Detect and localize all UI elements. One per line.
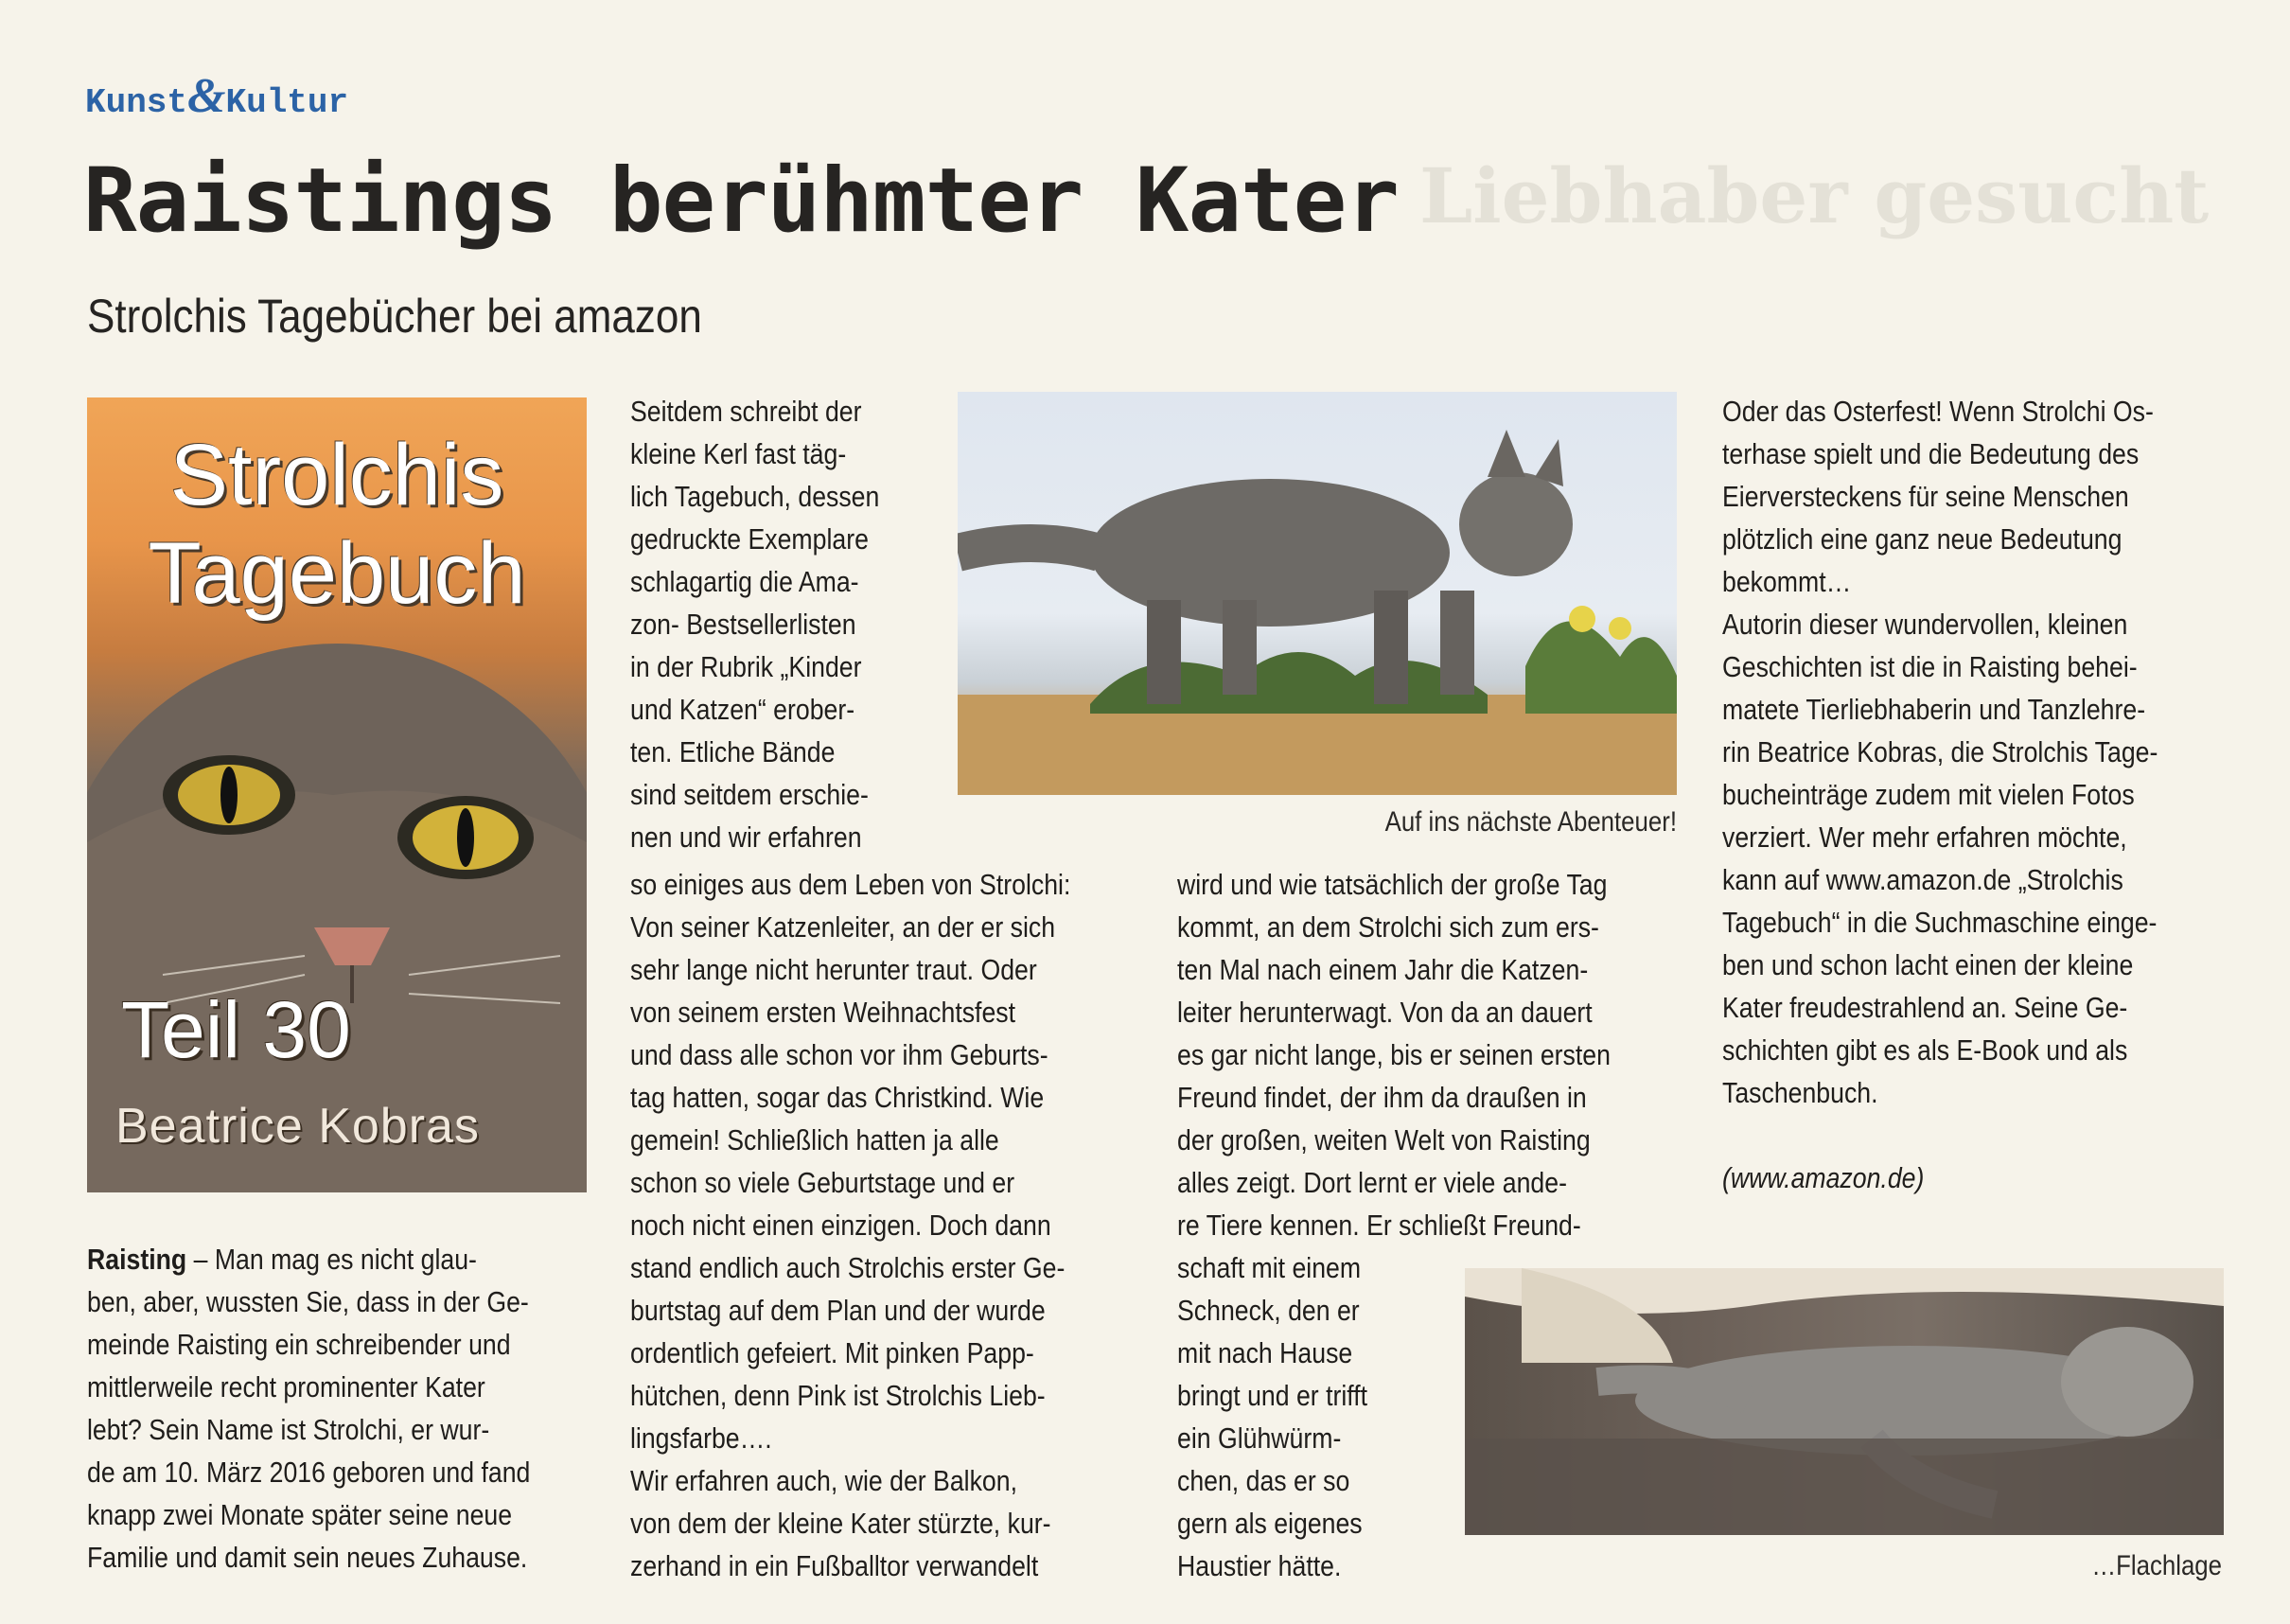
text-line: ordentlich gefeiert. Mit pinken Papp- xyxy=(630,1336,1034,1369)
text-line: und Katzen“ erober- xyxy=(630,693,855,726)
text-line: Eierversteckens für seine Menschen xyxy=(1722,480,2129,513)
kitten-walking-illustration xyxy=(958,392,1677,795)
text-line: Taschenbuch. xyxy=(1722,1076,1878,1109)
text-line: lich Tagebuch, dessen xyxy=(630,480,880,513)
text-line: bekommt… xyxy=(1722,565,1852,598)
text-line: lebt? Sein Name ist Strolchi, er wur- xyxy=(87,1413,490,1446)
article-column-3 xyxy=(1177,863,1682,1587)
bleed-through-text: Liebhaber gesucht xyxy=(1419,151,2210,240)
text-line: in der Rubrik „Kinder xyxy=(630,650,862,683)
text-line: Wir erfahren auch, wie der Balkon, xyxy=(630,1464,1017,1497)
text-line: mit nach Hause xyxy=(1177,1336,1353,1369)
subtitle: Strolchis Tagebücher bei amazon xyxy=(87,290,702,343)
column-1-first-line xyxy=(87,1238,591,1280)
text-line: von seinem ersten Weihnachtsfest xyxy=(630,996,1016,1029)
source-link[interactable]: (www.amazon.de) xyxy=(1722,1161,1925,1194)
text-line: es gar nicht lange, bis er seinen ersten xyxy=(1177,1038,1611,1071)
cover-title-line2: Tagebuch xyxy=(148,525,526,622)
text-line: meinde Raisting ein schreibender und xyxy=(87,1328,511,1361)
text-line: de am 10. März 2016 geboren und fand xyxy=(87,1456,531,1489)
section-tag-left: Kunst xyxy=(85,83,188,122)
text-line: Haustier hätte. xyxy=(1177,1549,1342,1582)
text-line: lingsfarbe…. xyxy=(630,1421,772,1455)
text-line: burtstag auf dem Plan und der wurde xyxy=(630,1294,1046,1327)
section-tag xyxy=(85,68,348,124)
text-line: matete Tierliebhaberin und Tanzlehre- xyxy=(1722,693,2146,726)
text-line: leiter herunterwagt. Von da an dauert xyxy=(1177,996,1593,1029)
text-line: ein Glühwürm- xyxy=(1177,1421,1342,1455)
text-line: ben und schon lacht einen der kleine xyxy=(1722,948,2134,981)
text-line: hütchen, denn Pink ist Strolchis Lieb- xyxy=(630,1379,1046,1412)
text-line: noch nicht einen einzigen. Doch dann xyxy=(630,1209,1051,1242)
photo-caption-1: Auf ins nächste Abenteuer! xyxy=(1384,806,1677,838)
text-line: kommt, an dem Strolchi sich zum ers- xyxy=(1177,910,1599,944)
text-line: so einiges aus dem Leben von Strolchi: xyxy=(630,868,1071,901)
text-line: plötzlich eine ganz neue Bedeutung xyxy=(1722,522,2123,556)
text-line: Tagebuch“ in die Suchmaschine einge- xyxy=(1722,906,2158,939)
text-line: bringt und er trifft xyxy=(1177,1379,1368,1412)
text-line: Freund findet, der ihm da draußen in xyxy=(1177,1081,1587,1114)
kitten-walking-photo xyxy=(958,392,1677,795)
text-line: Schneck, den er xyxy=(1177,1294,1360,1327)
text-line: von dem der kleine Kater stürzte, kur- xyxy=(630,1507,1051,1540)
text-line: schichten gibt es als E-Book und als xyxy=(1722,1033,2128,1067)
text-line: kann auf www.amazon.de „Strolchis xyxy=(1722,863,2123,896)
text-line: re Tiere kennen. Er schließt Freund- xyxy=(1177,1209,1581,1242)
dateline: Raisting xyxy=(87,1243,187,1276)
text-line: terhase spielt und die Bedeutung des xyxy=(1722,437,2140,470)
cover-title xyxy=(87,426,587,623)
text-line: ten Mal nach einem Jahr die Katzen- xyxy=(1177,953,1589,986)
text-line: Oder das Osterfest! Wenn Strolchi Os- xyxy=(1722,395,2154,428)
text-line: Autorin dieser wundervollen, kleinen xyxy=(1722,608,2128,641)
text-line: rin Beatrice Kobras, die Strolchis Tage- xyxy=(1722,735,2158,768)
text-line: schaft mit einem xyxy=(1177,1251,1362,1284)
section-tag-ampersand: & xyxy=(187,69,226,123)
text-line: nen und wir erfahren xyxy=(630,821,862,854)
text-line: Von seiner Katzenleiter, an der er sich xyxy=(630,910,1056,944)
text-line: Familie und damit sein neues Zuhause. xyxy=(87,1541,528,1574)
article-column-2-top xyxy=(630,390,935,858)
text-line: stand endlich auch Strolchis erster Ge- xyxy=(630,1251,1066,1284)
text-line: alles zeigt. Dort lernt er viele ande- xyxy=(1177,1166,1567,1199)
text-line: – Man mag es nicht glau- xyxy=(186,1243,477,1276)
text-line: schon so viele Geburtstage und er xyxy=(630,1166,1015,1199)
section-tag-right: Kultur xyxy=(225,83,349,122)
text-line: kleine Kerl fast täg- xyxy=(630,437,847,470)
text-line: zon- Bestsellerlisten xyxy=(630,608,856,641)
article-column-1 xyxy=(87,1238,591,1579)
photo-caption-2: …Flachlage xyxy=(2091,1550,2222,1581)
text-line: Geschichten ist die in Raisting behei- xyxy=(1722,650,2138,683)
headline: Raistings berühmter Kater xyxy=(83,150,1399,253)
text-line: knapp zwei Monate später seine neue xyxy=(87,1498,513,1531)
cover-part: Teil 30 xyxy=(121,985,351,1074)
text-line: schlagartig die Ama- xyxy=(630,565,859,598)
text-line: gemein! Schließlich hatten ja alle xyxy=(630,1123,999,1156)
article-column-2-bottom xyxy=(630,863,1135,1587)
text-line: sehr lange nicht herunter traut. Oder xyxy=(630,953,1037,986)
text-line: Seitdem schreibt der xyxy=(630,395,862,428)
text-line: wird und wie tatsächlich der große Tag xyxy=(1177,868,1608,901)
article-column-4 xyxy=(1722,390,2227,1199)
text-line: zerhand in ein Fußballtor verwandelt xyxy=(630,1549,1039,1582)
text-line: der großen, weiten Welt von Raisting xyxy=(1177,1123,1591,1156)
text-line: ten. Etliche Bände xyxy=(630,735,836,768)
text-line: gern als eigenes xyxy=(1177,1507,1363,1540)
book-cover xyxy=(87,397,587,1192)
text-line: verziert. Wer mehr erfahren möchte, xyxy=(1722,821,2127,854)
text-line: ben, aber, wussten Sie, dass in der Ge- xyxy=(87,1285,529,1318)
text-line: Kater freudestrahlend an. Seine Ge- xyxy=(1722,991,2128,1024)
text-line: mittlerweile recht prominenter Kater xyxy=(87,1370,485,1403)
cover-title-line1: Strolchis xyxy=(169,427,504,523)
text-line: sind seitdem erschie- xyxy=(630,778,869,811)
text-line: bucheinträge zudem mit vielen Fotos xyxy=(1722,778,2135,811)
text-line: gedruckte Exemplare xyxy=(630,522,869,556)
cover-author: Beatrice Kobras xyxy=(115,1099,480,1154)
text-line: und dass alle schon vor ihm Geburts- xyxy=(630,1038,1048,1071)
text-line: tag hatten, sogar das Christkind. Wie xyxy=(630,1081,1045,1114)
text-line: chen, das er so xyxy=(1177,1464,1350,1497)
